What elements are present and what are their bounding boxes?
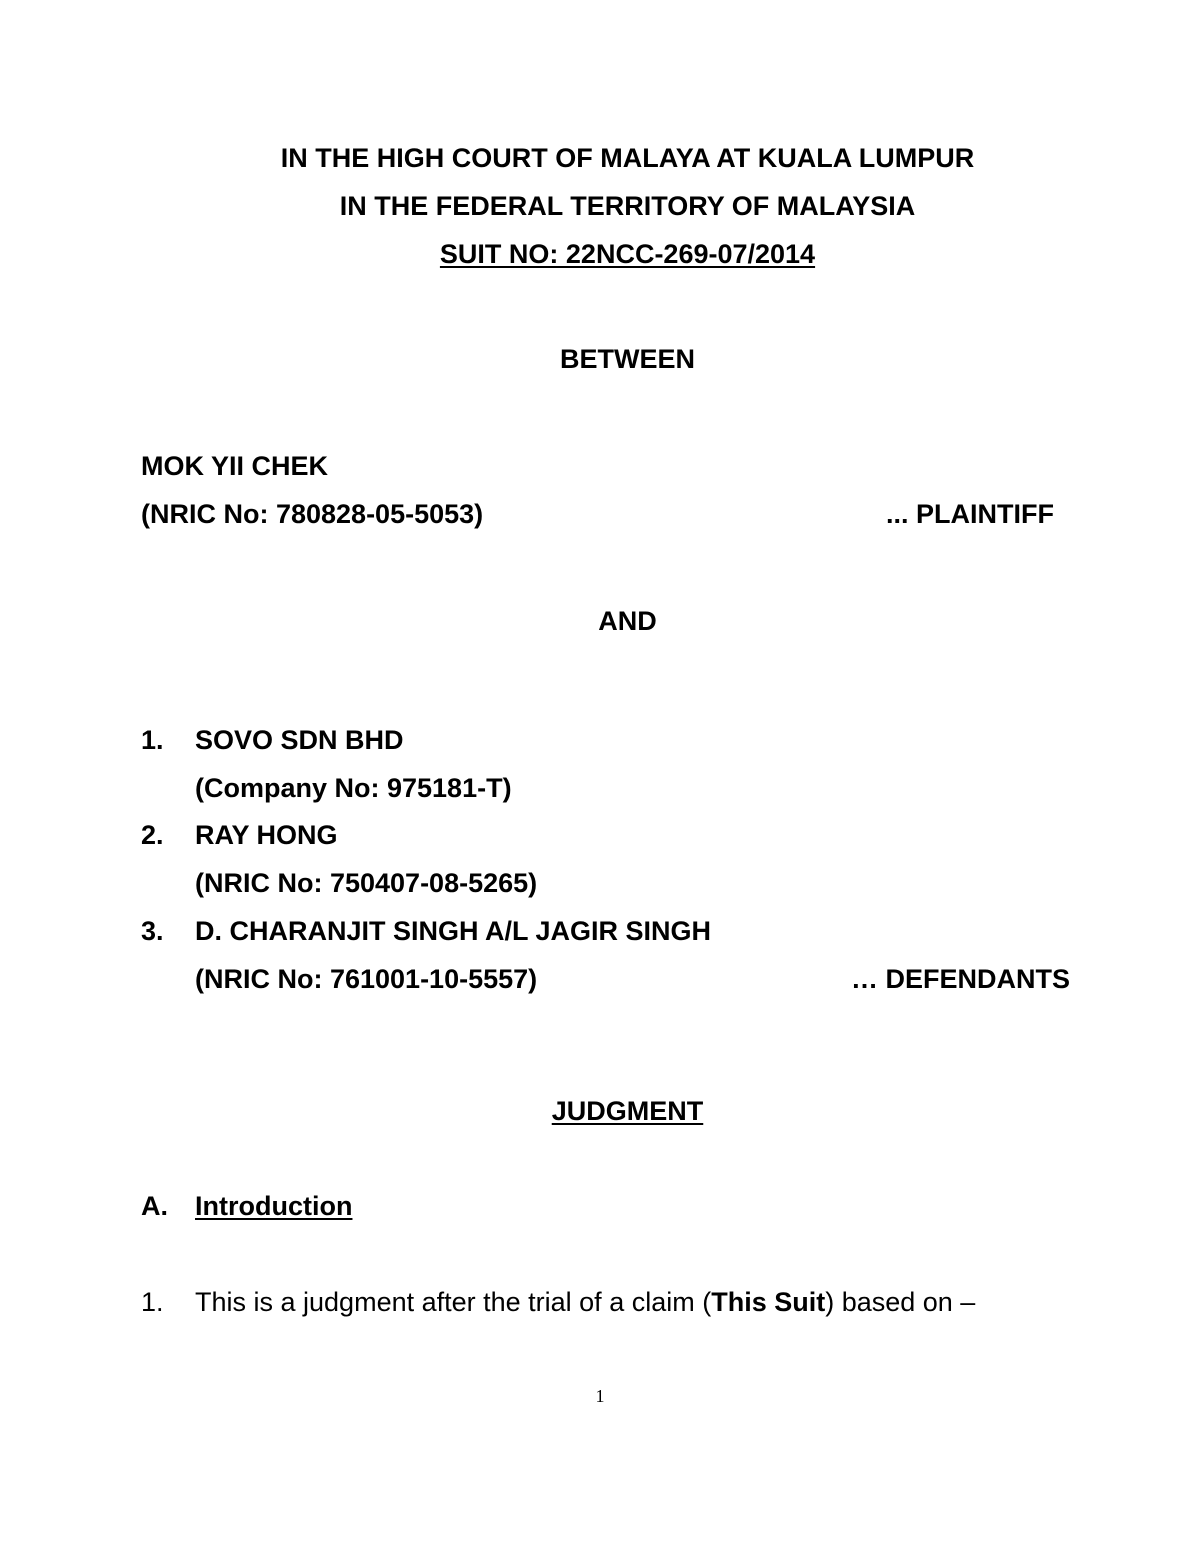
defendant-name: RAY HONG bbox=[195, 820, 338, 850]
defendant-id: (NRIC No: 761001-10-5557) bbox=[195, 964, 538, 994]
paragraph-defined-term: This Suit bbox=[711, 1287, 826, 1317]
court-title-line2: IN THE FEDERAL TERRITORY OF MALAYSIA bbox=[339, 191, 916, 221]
section-letter: A. bbox=[141, 1191, 168, 1221]
defendant-number: 2. bbox=[141, 820, 164, 850]
defendant-number: 1. bbox=[141, 725, 164, 755]
defendants-role: … DEFENDANTS bbox=[850, 964, 1070, 994]
defendant-name: D. CHARANJIT SINGH A/L JAGIR SINGH bbox=[195, 916, 712, 946]
judgment-title-row bbox=[0, 1095, 1200, 1127]
plaintiff-role: ... PLAINTIFF bbox=[886, 499, 1054, 529]
suit-number: SUIT NO: 22NCC-269-07/2014 bbox=[439, 239, 816, 269]
defendant-id: (NRIC No: 750407-08-5265) bbox=[195, 868, 538, 898]
paragraph-text-after: ) based on – bbox=[825, 1287, 976, 1317]
and-label: AND bbox=[598, 606, 657, 636]
paragraph-text-before: This is a judgment after the trial of a claim ( bbox=[195, 1287, 712, 1317]
page-number: 1 bbox=[595, 1386, 605, 1406]
section-title: Introduction bbox=[195, 1191, 353, 1221]
court-title-line1: IN THE HIGH COURT OF MALAYA AT KUALA LUMPUR bbox=[280, 143, 975, 173]
paragraph-number: 1. bbox=[141, 1287, 164, 1317]
paragraph-text bbox=[195, 1286, 975, 1318]
defendant-id: (Company No: 975181-T) bbox=[195, 773, 512, 803]
suit-number-row bbox=[0, 238, 1200, 270]
between-label: BETWEEN bbox=[560, 344, 695, 374]
judgment-title: JUDGMENT bbox=[551, 1096, 704, 1126]
defendant-number: 3. bbox=[141, 916, 164, 946]
plaintiff-name: MOK YII CHEK bbox=[141, 451, 329, 481]
defendant-name: SOVO SDN BHD bbox=[195, 725, 404, 755]
plaintiff-nric: (NRIC No: 780828-05-5053) bbox=[141, 499, 484, 529]
